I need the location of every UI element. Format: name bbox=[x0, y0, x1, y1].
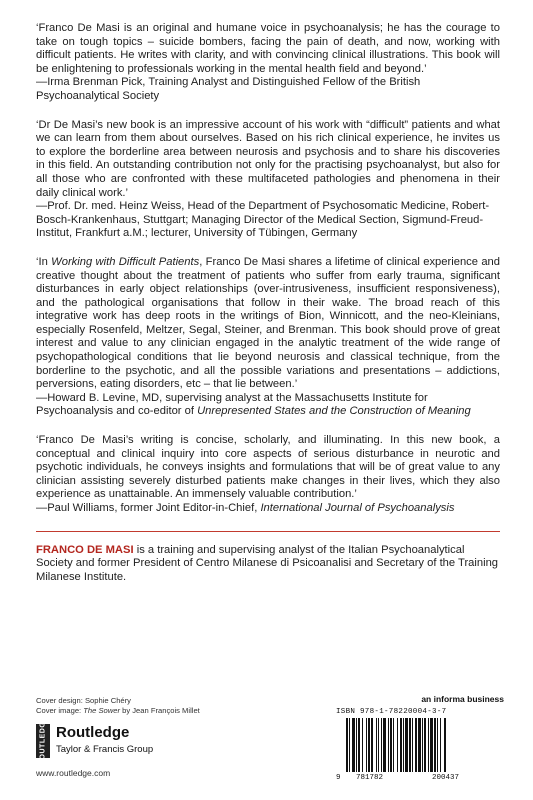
review-attribution: —Prof. Dr. med. Heinz Weiss, Head of the Department of Psychosomatic Medicine, Robert-Bosch-Krankenhaus, Stuttgart; Managing Director of the Medical Section, Sigmund-Freud-Institut, Frankfurt a.M.; lecturer, University of Tübingen, Germany bbox=[36, 200, 490, 240]
review-2 bbox=[36, 119, 500, 241]
book-title: Unrepresented States and the Construction of Meaning bbox=[197, 405, 471, 418]
attribution-text: —Paul Williams, former Joint Editor-in-Chief, bbox=[36, 502, 261, 514]
credit-text: by Jean François Millet bbox=[120, 706, 200, 715]
review-attribution: —Irma Brenman Pick, Training Analyst and Distinguished Fellow of the British Psychoanalytical Society bbox=[36, 76, 421, 102]
barcode-digit-group: 781782 bbox=[356, 774, 384, 782]
quote-text: , Franco De Masi shares a lifetime of clinical experience and creative thought about the treatment of patients who suffer from early trauma, significant disturbances in early object relationships (over-intrusiveness, insufficient responsiveness), and the pathological organisations that follow in their wake. The broad reach of this integrative work has deep roots in the writings of Bion, Winnicott, and the neo-Kleinians, especially Rosenfeld, Meltzer, Segal, Steiner, and Brenman. This book should prove of great interest and value to any clinician engaged in the analytic treatment of the wide range of psychopathological conditions that lie beyond neurosis and classical technique, from the borderline to the psychotic, and all the possible variations and presentations – addictions, perversions, eating disorders, etc – that lie between.’ bbox=[36, 255, 500, 391]
author-name: FRANCO DE MASI bbox=[36, 543, 134, 556]
publisher-group: Taylor & Francis Group bbox=[56, 744, 154, 755]
isbn-text: ISBN 978-1-78220004-3-7 bbox=[336, 708, 447, 716]
review-3 bbox=[36, 256, 500, 419]
cover-credits bbox=[36, 696, 200, 716]
review-quote: ‘Franco De Masi’s writing is concise, scholarly, and illuminating. In this new book, a conceptual and clinical inquiry into core aspects of serious disturbance in neurotic and psychotic individuals, he conveys insights and formulations that will be of great value to any clinician assisting severely disturbed patients make changes in their lives, which they also experience as unattainable. An immensely valuable contribution.’ bbox=[36, 434, 500, 501]
artwork-title: The Sower bbox=[83, 706, 121, 715]
review-quote: ‘Dr De Masi’s new book is an impressive account of his work with “difficult” patients and what we can learn from them about ourselves. Based on his rich clinical experience, he invites us to explore the borderline area between neurosis and psychosis and to share his discoveries in this field. An outstanding contribution not only for the practising psychoanalyst, but also for all those who are confronted with these multifaceted pathologies and phenomena in their daily clinical work.’ bbox=[36, 118, 500, 199]
barcode-icon bbox=[336, 718, 504, 772]
barcode-digits bbox=[336, 774, 504, 784]
review-quote: ‘Franco De Masi is an original and humane voice in psychoanalysis; he has the courage to take on tough topics – suicide bombers, facing the pain of death, and now, working with difficult patients. He writes with clarity, and with convincing clinical illustrations. This book will be enlightening to professionals working in the mental health field and beyond.’ bbox=[36, 22, 500, 75]
barcode-digit-group: 9 bbox=[336, 774, 341, 782]
author-bio bbox=[36, 544, 500, 585]
review-column bbox=[36, 22, 500, 584]
publisher-logo bbox=[36, 716, 176, 766]
publisher-name: Routledge bbox=[56, 724, 130, 741]
routledge-logo-icon: ROUTLEDGE bbox=[36, 724, 50, 758]
cover-design-credit: Cover design: Sophie Chéry bbox=[36, 696, 131, 705]
barcode-block bbox=[336, 694, 504, 786]
bio-text: is a training and supervising analyst of the Italian Psychoanalytical Society and former President of Centro Milanese di Psicoanalisi and Secretary of the Training Milanese Institute. bbox=[36, 543, 499, 583]
cover-image-credit bbox=[36, 706, 200, 716]
divider bbox=[36, 531, 500, 532]
barcode-digit-group: 200437 bbox=[432, 774, 460, 782]
attribution-text: —Howard B. Levine, MD, supervising analyst at the Massachusetts Institute for Psychoanalysis and co-editor of bbox=[36, 391, 428, 418]
book-title: Working with Difficult Patients bbox=[51, 255, 200, 268]
publisher-website: www.routledge.com bbox=[36, 768, 111, 778]
review-4 bbox=[36, 434, 500, 516]
journal-title: International Journal of Psychoanalysis bbox=[260, 502, 455, 514]
review-attribution bbox=[36, 502, 500, 516]
quote-text: ‘In bbox=[36, 255, 52, 268]
informa-tagline: an informa business bbox=[421, 694, 504, 704]
review-attribution bbox=[36, 392, 500, 419]
review-1 bbox=[36, 22, 500, 104]
credit-text: Cover image: bbox=[36, 706, 84, 715]
review-quote bbox=[36, 256, 500, 392]
